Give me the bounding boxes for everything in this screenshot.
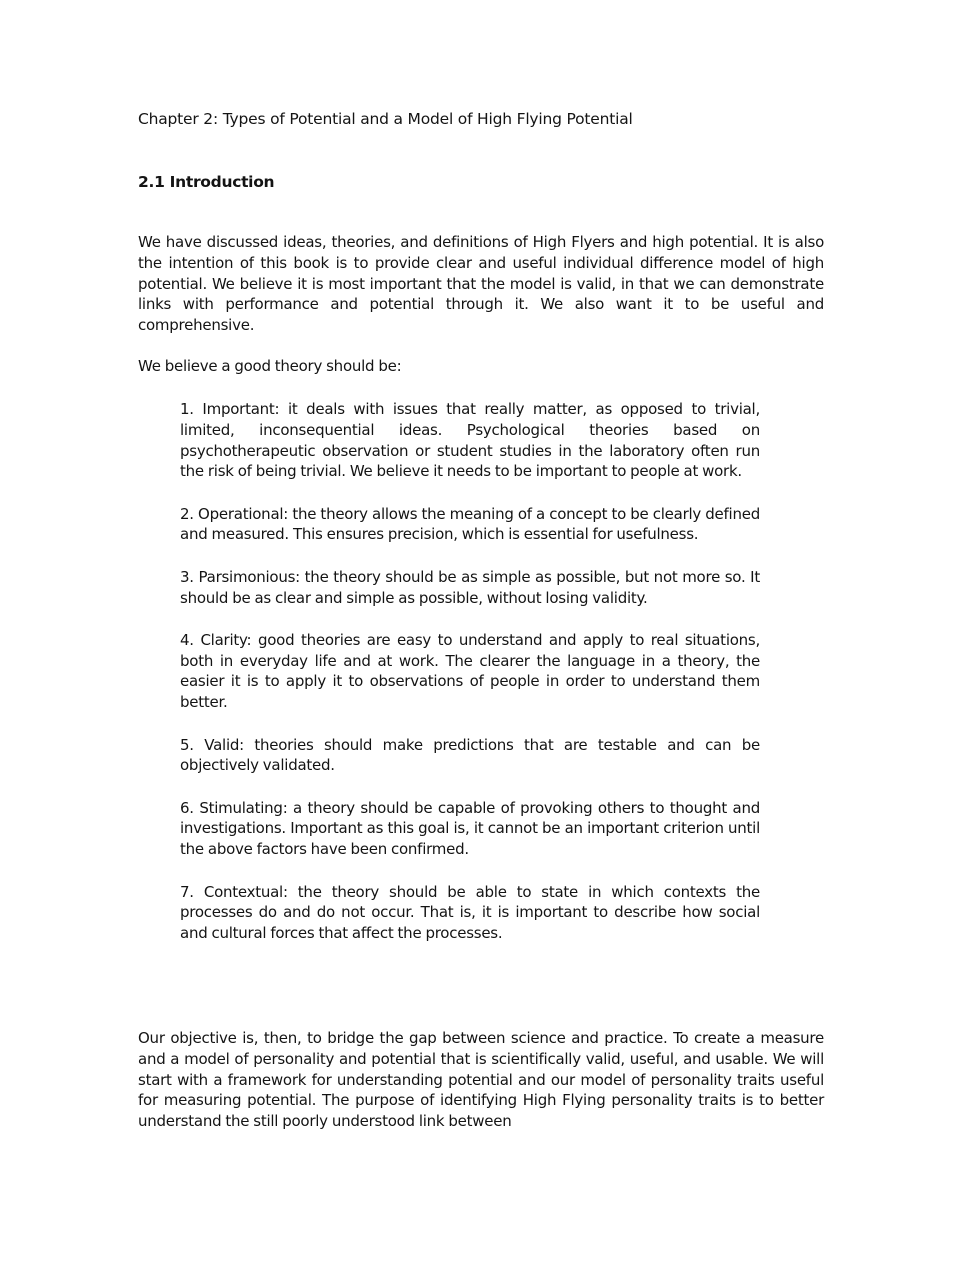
objective-paragraph: Our objective is, then, to bridge the gap between science and practice. To create a measure and a model of personality and potential that is scientifically valid, useful, and usable. We will start with a framework for understanding potential and our model of personality traits useful for measuring potential. The purpose of identifying High Flying personality traits is to better understand the still poorly understood link between — [138, 1029, 824, 1131]
theory-criteria-list — [180, 399, 760, 965]
section-heading: 2.1 Introduction — [138, 173, 275, 191]
chapter-title: Chapter 2: Types of Potential and a Model of High Flying Potential — [138, 110, 633, 128]
lead-in-sentence: We believe a good theory should be: — [138, 357, 402, 375]
criterion-parsimonious: 3. Parsimonious: the theory should be as simple as possible, but not more so. It should be as clear and simple as possible, without losing validity. — [180, 567, 760, 607]
criterion-stimulating: 6. Stimulating: a theory should be capable of provoking others to thought and investigations. Important as this goal is, it cannot be an important criterion until the above factors have been confirmed. — [180, 798, 760, 859]
criterion-valid: 5. Valid: theories should make predictions that are testable and can be objectively validated. — [180, 735, 760, 775]
intro-paragraph: We have discussed ideas, theories, and definitions of High Flyers and high potential. It is also the intention of this book is to provide clear and useful individual difference model of high potential. We believe it is most important that the model is valid, in that we can demonstrate links with performance and potential through it. We also want it to be useful and comprehensive. — [138, 233, 824, 335]
criterion-operational: 2. Operational: the theory allows the meaning of a concept to be clearly defined and measured. This ensures precision, which is essential for usefulness. — [180, 504, 760, 544]
criterion-important: 1. Important: it deals with issues that really matter, as opposed to trivial, limited, inconsequential ideas. Psychological theories based on psychotherapeutic observation or student studies in the laboratory often run the risk of being trivial. We believe it needs to be important to people at work. — [180, 400, 760, 481]
criterion-contextual: 7. Contextual: the theory should be able to state in which contexts the processes do and do not occur. That is, it is important to describe how social and cultural forces that affect the processes. — [180, 882, 760, 943]
criterion-clarity: 4. Clarity: good theories are easy to understand and apply to real situations, both in everyday life and at work. The clearer the language in a theory, the easier it is to apply it to observations of people in order to understand them better. — [180, 630, 760, 712]
